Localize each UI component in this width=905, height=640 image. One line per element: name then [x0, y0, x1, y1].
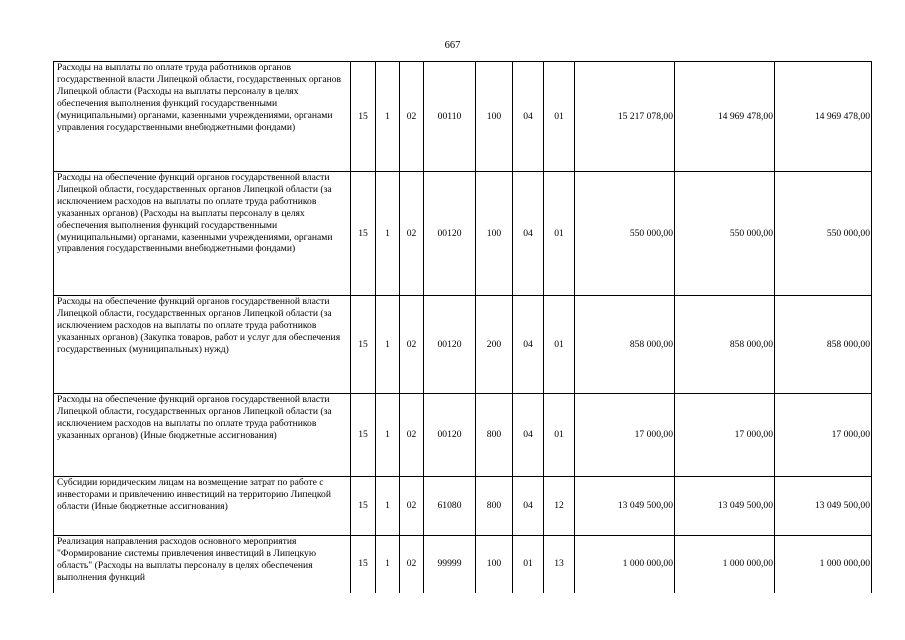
- expense-type-code: 100: [476, 62, 513, 172]
- table-row: [54, 296, 872, 394]
- row-description: Реализация направления расходов основного мероприятия "Формирование системы привлечения инвестиций в Липецкую область" (Расходы на выплаты персоналу в целях обеспечения выполнения функций: [54, 536, 351, 593]
- amount-1: 550 000,00: [575, 172, 675, 296]
- amount-1: 1 000 000,00: [575, 536, 675, 593]
- ministry-code: 15: [351, 296, 376, 394]
- row-description: Расходы на обеспечение функций органов государственной власти Липецкой области, государственных органов Липецкой области (за исключением расходов на выплаты по оплате труда работников указанных органов) (Иные бюджетные ассигнования): [54, 394, 351, 477]
- expense-type-code: 800: [476, 477, 513, 536]
- row-description: Расходы на обеспечение функций органов государственной власти Липецкой области, государственных органов Липецкой области (за исключением расходов на выплаты по оплате труда работников указанных органов) (Расходы на выплаты персоналу в целях обеспечения выполнения функций государственными (муниципальными) органами, казенными учреждениями, органами управления государственными внебюджетными фондами): [54, 172, 351, 296]
- amount-3: 14 969 478,00: [775, 62, 872, 172]
- row-description: Расходы на выплаты по оплате труда работников органов государственной власти Липецкой области, государственных органов Липецкой области (Расходы на выплаты персоналу в целях обеспечения выполнения функций государственными (муниципальными) органами, казенными учреждениями, органами управления государственными внебюджетными фондами): [54, 62, 351, 172]
- amount-3: 13 049 500,00: [775, 477, 872, 536]
- expense-type-code: 200: [476, 296, 513, 394]
- budget-table: [53, 61, 872, 593]
- amount-2: 858 000,00: [675, 296, 775, 394]
- program-code: 1: [376, 296, 400, 394]
- direction-code: 00110: [424, 62, 476, 172]
- subsection-code: 12: [544, 477, 575, 536]
- table-row: [54, 172, 872, 296]
- amount-3: 1 000 000,00: [775, 536, 872, 593]
- row-description: Субсидии юридическим лицам на возмещение затрат по работе с инвесторами и привлечению инвестиций на территорию Липецкой области (Иные бюджетные ассигнования): [54, 477, 351, 536]
- amount-1: 17 000,00: [575, 394, 675, 477]
- subprogram-code: 02: [400, 62, 424, 172]
- expense-type-code: 100: [476, 536, 513, 593]
- row-description: Расходы на обеспечение функций органов государственной власти Липецкой области, государственных органов Липецкой области (за исключением расходов на выплаты по оплате труда работников указанных органов) (Закупка товаров, работ и услуг для обеспечения государственных (муниципальных) нужд): [54, 296, 351, 394]
- subsection-code: 01: [544, 172, 575, 296]
- table-row: [54, 477, 872, 536]
- amount-1: 15 217 078,00: [575, 62, 675, 172]
- table-row: [54, 62, 872, 172]
- ministry-code: 15: [351, 394, 376, 477]
- section-code: 04: [513, 296, 544, 394]
- direction-code: 00120: [424, 172, 476, 296]
- program-code: 1: [376, 394, 400, 477]
- subsection-code: 13: [544, 536, 575, 593]
- program-code: 1: [376, 536, 400, 593]
- program-code: 1: [376, 172, 400, 296]
- direction-code: 00120: [424, 296, 476, 394]
- amount-3: 17 000,00: [775, 394, 872, 477]
- amount-3: 550 000,00: [775, 172, 872, 296]
- section-code: 01: [513, 536, 544, 593]
- subprogram-code: 02: [400, 296, 424, 394]
- amount-2: 14 969 478,00: [675, 62, 775, 172]
- ministry-code: 15: [351, 62, 376, 172]
- amount-2: 13 049 500,00: [675, 477, 775, 536]
- ministry-code: 15: [351, 477, 376, 536]
- subsection-code: 01: [544, 62, 575, 172]
- page-number: 667: [444, 40, 461, 51]
- amount-3: 858 000,00: [775, 296, 872, 394]
- subprogram-code: 02: [400, 394, 424, 477]
- subsection-code: 01: [544, 394, 575, 477]
- expense-type-code: 100: [476, 172, 513, 296]
- amount-2: 550 000,00: [675, 172, 775, 296]
- direction-code: 61080: [424, 477, 476, 536]
- section-code: 04: [513, 477, 544, 536]
- amount-2: 17 000,00: [675, 394, 775, 477]
- table-row: [54, 536, 872, 593]
- subprogram-code: 02: [400, 477, 424, 536]
- section-code: 04: [513, 62, 544, 172]
- ministry-code: 15: [351, 172, 376, 296]
- amount-1: 858 000,00: [575, 296, 675, 394]
- expense-type-code: 800: [476, 394, 513, 477]
- direction-code: 99999: [424, 536, 476, 593]
- subsection-code: 01: [544, 296, 575, 394]
- amount-1: 13 049 500,00: [575, 477, 675, 536]
- table-row: [54, 394, 872, 477]
- section-code: 04: [513, 172, 544, 296]
- program-code: 1: [376, 477, 400, 536]
- direction-code: 00120: [424, 394, 476, 477]
- section-code: 04: [513, 394, 544, 477]
- ministry-code: 15: [351, 536, 376, 593]
- amount-2: 1 000 000,00: [675, 536, 775, 593]
- subprogram-code: 02: [400, 172, 424, 296]
- subprogram-code: 02: [400, 536, 424, 593]
- program-code: 1: [376, 62, 400, 172]
